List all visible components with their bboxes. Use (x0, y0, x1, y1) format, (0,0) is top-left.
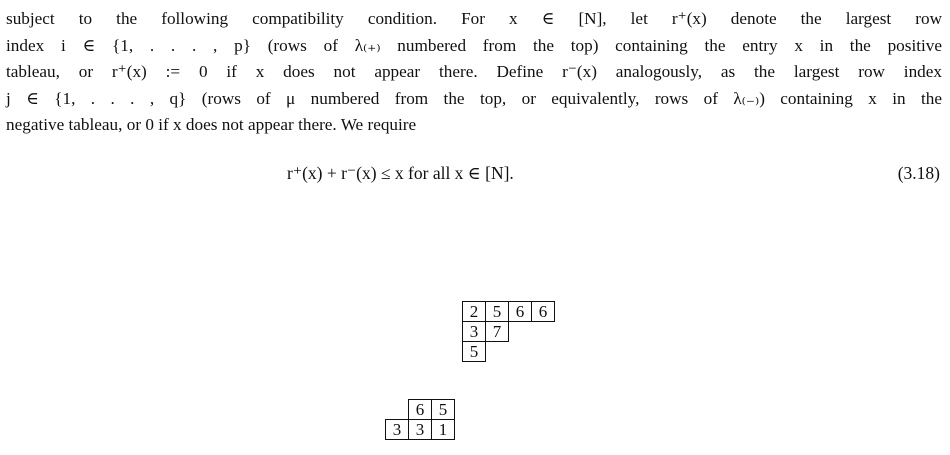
tableau-cell: 3 (385, 419, 409, 440)
paragraph-line: negative tableau, or 0 if x does not appear there. We require (6, 115, 417, 134)
tableau-cell: 5 (485, 301, 509, 322)
tableau-cell: 1 (431, 419, 455, 440)
equation-number: (3.18) (897, 163, 940, 183)
paragraph-line: index i ∈ {1, . . . , p} (rows of λ₍₊₎ numbered from the top) containing the entry x in the positive (6, 35, 942, 55)
paragraph-line: j ∈ {1, . . . , q} (rows of μ numbered from the top, or equivalently, rows of λ₍₋₎) containing x in the (6, 88, 942, 108)
positive-tableau (462, 301, 566, 365)
tableau-cell: 6 (531, 301, 555, 322)
display-equation (0, 163, 950, 189)
paragraph-line: tableau, or r⁺(x) := 0 if x does not appear there. Define r⁻(x) analogously, as the largest row index (6, 62, 942, 81)
tableau-cell: 5 (462, 341, 486, 362)
tableau-cell: 2 (462, 301, 486, 322)
equation-formula: r⁺(x) + r⁻(x) ≤ x for all x ∈ [N]. (287, 163, 514, 183)
tableau-cell: 5 (431, 399, 455, 420)
paragraph-line: subject to the following compatibility condition. For x ∈ [N], let r⁺(x) denote the largest row (6, 9, 942, 28)
body-paragraph (6, 6, 942, 139)
tableau-cell: 7 (485, 321, 509, 342)
tableau-cell: 3 (408, 419, 432, 440)
tableau-cell: 6 (408, 399, 432, 420)
tableau-cell: 6 (508, 301, 532, 322)
tableau-cell: 3 (462, 321, 486, 342)
negative-tableau (385, 399, 465, 443)
